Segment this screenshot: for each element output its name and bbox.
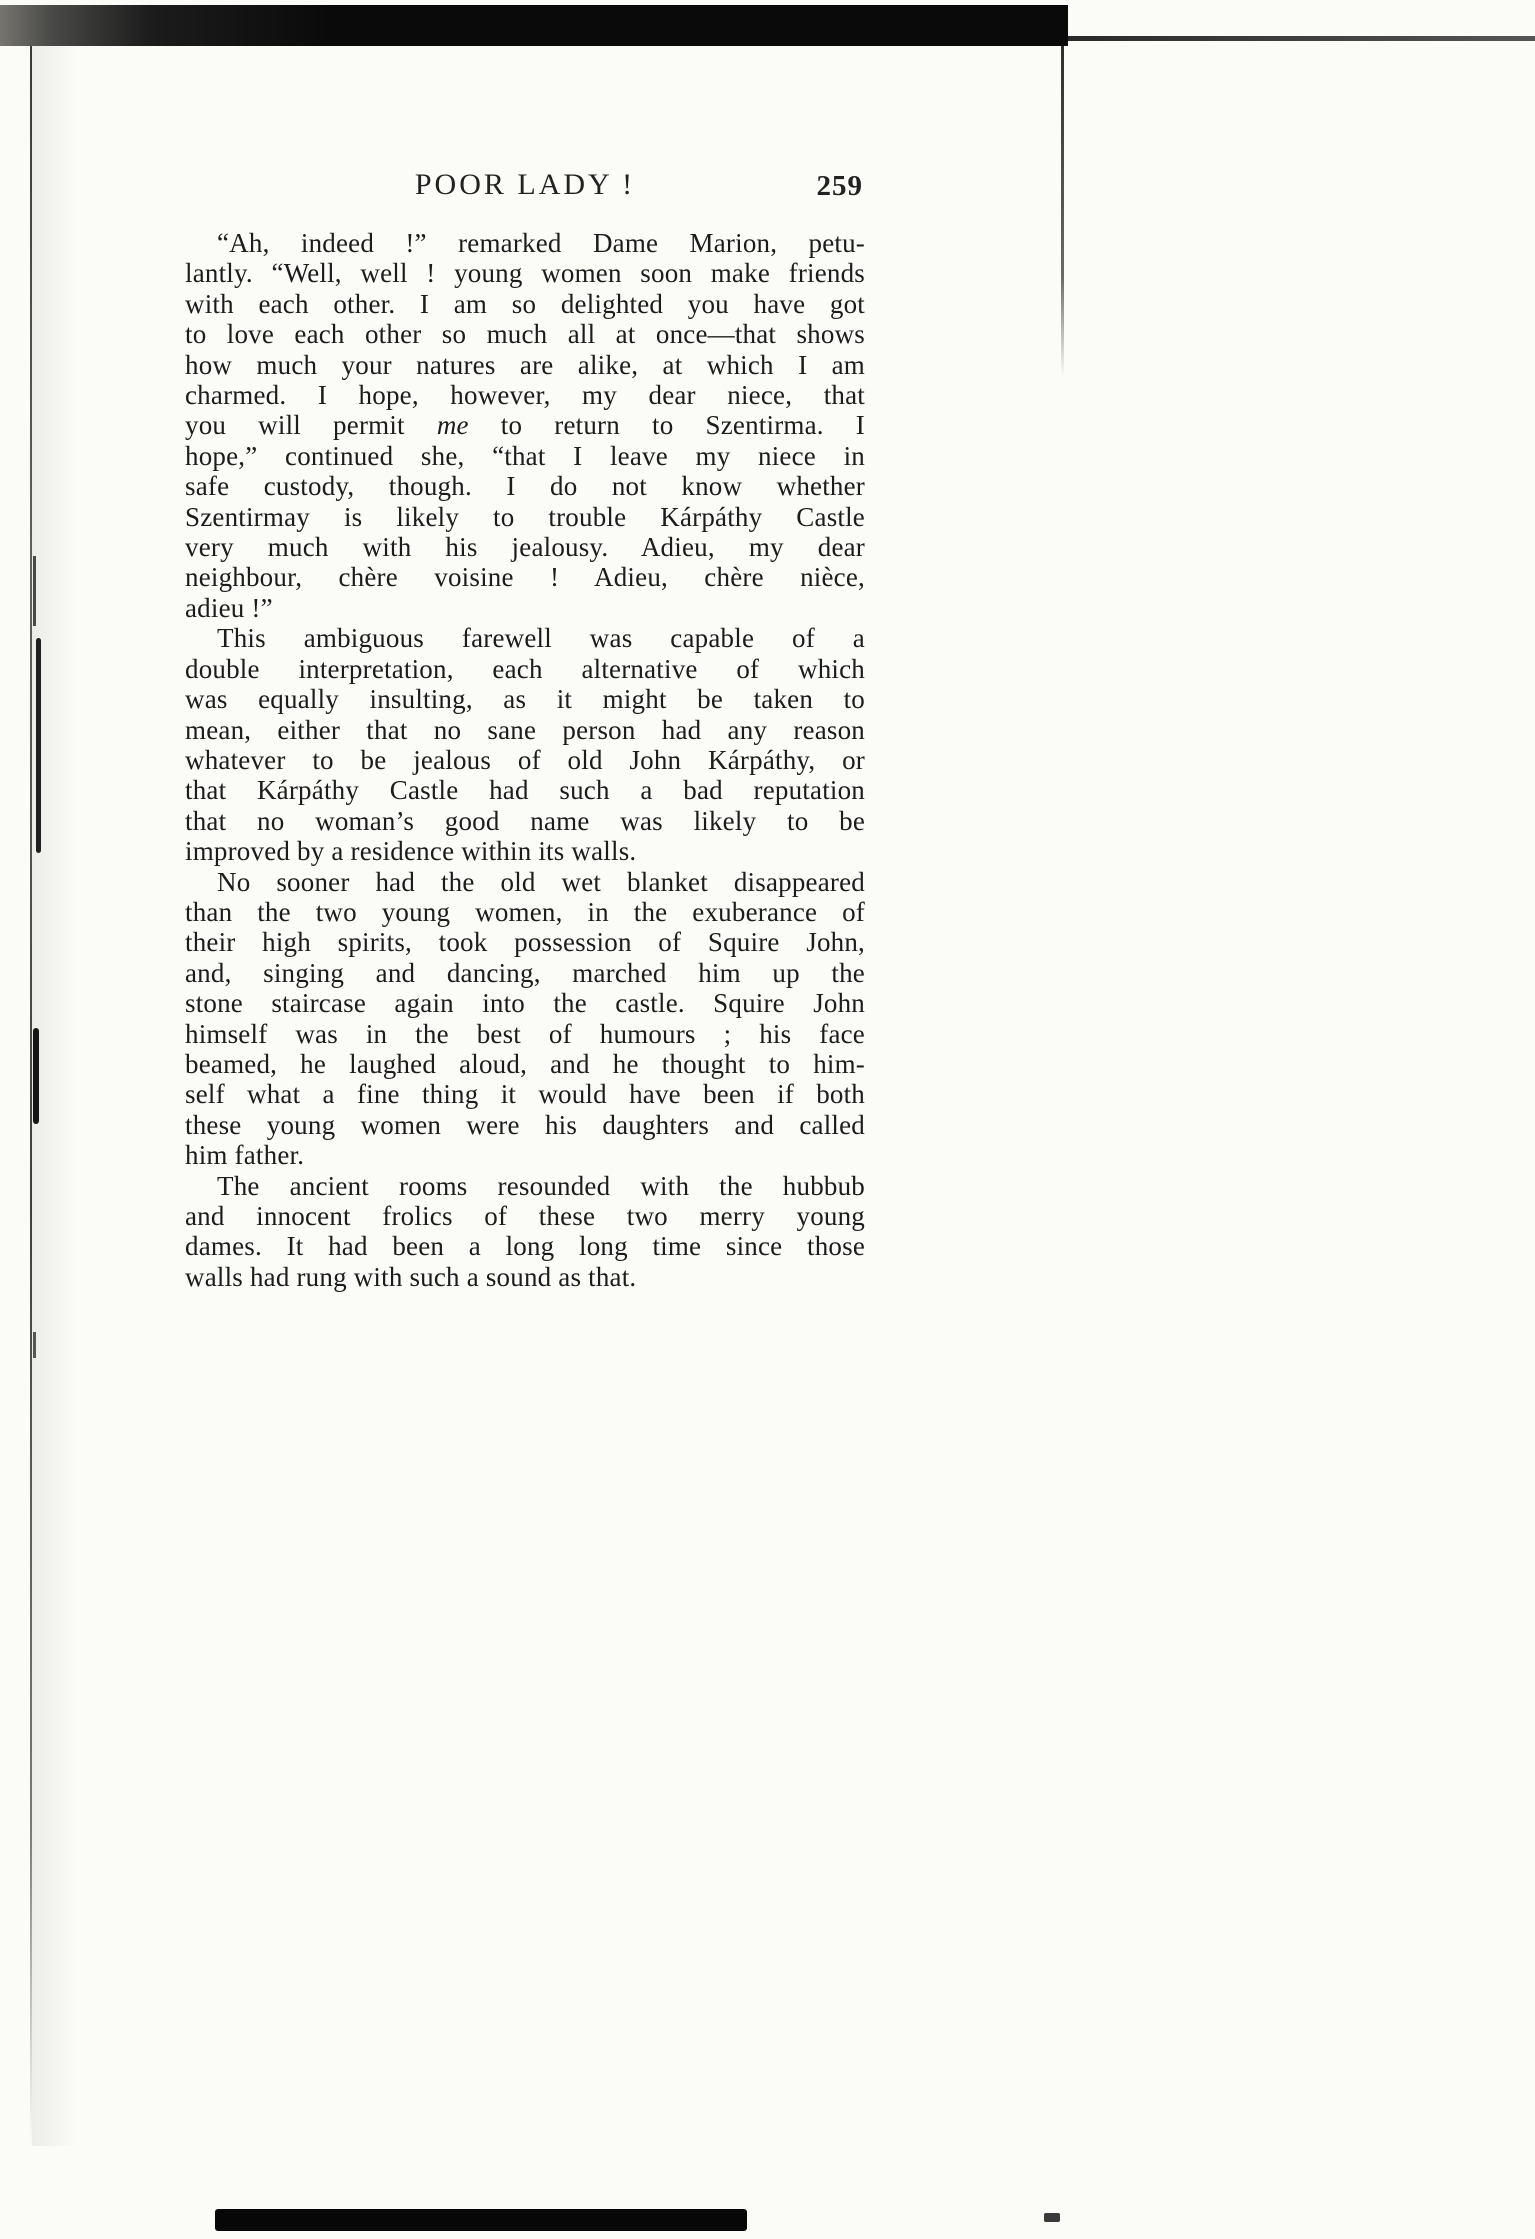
text-line [185, 654, 865, 684]
text-run: whatever to be jealous of old John Kárpáthy, or [185, 744, 865, 775]
text-line [185, 1231, 865, 1261]
text-run: walls had rung with such a sound as that. [185, 1261, 637, 1292]
text-run: stone staircase again into the castle. Squire John [185, 988, 865, 1019]
text-line [185, 745, 865, 775]
text-line [185, 806, 865, 836]
page-number: 259 [816, 170, 863, 202]
scan-bottom-bar [215, 2209, 747, 2231]
scan-top-bar-right [1068, 36, 1535, 41]
text-run: dames. It had been a long long time since those [185, 1231, 865, 1262]
text-run: improved by a residence within its walls. [185, 836, 637, 867]
text-line [185, 897, 865, 927]
text-line [185, 471, 865, 501]
text-line [185, 1079, 865, 1109]
text-line [185, 441, 865, 471]
text-line [185, 715, 865, 745]
text-run: than the two young women, in the exuberance of [185, 896, 865, 927]
text-line [185, 775, 865, 805]
scan-ink-mark [33, 556, 36, 626]
text-run: was equally insulting, as it might be taken to [185, 684, 865, 715]
paragraph [185, 867, 865, 1171]
text-run: The ancient rooms resounded with the hubbub [217, 1170, 865, 1201]
text-run: hope,” continued she, “that I leave my niece in [185, 440, 865, 471]
text-line [185, 532, 865, 562]
text-run: these young women were his daughters and called [185, 1109, 865, 1140]
text-run: with each other. I am so delighted you have got [185, 288, 865, 319]
text-block [185, 228, 865, 1292]
text-run: “Ah, indeed !” remarked Dame Marion, petu- [217, 228, 865, 258]
text-run: safe custody, though. I do not know whether [185, 471, 865, 502]
text-line [185, 1049, 865, 1079]
text-run: you will permit [185, 410, 437, 441]
scan-bottom-speck [1044, 2213, 1060, 2222]
text-run: This ambiguous farewell was capable of a [217, 623, 865, 654]
text-run: charmed. I hope, however, my dear niece, that [185, 380, 865, 411]
text-run: self what a fine thing it would have been if both [185, 1079, 865, 1110]
scan-ink-mark [33, 1028, 39, 1124]
page-title: POOR LADY ! [414, 168, 636, 201]
text-run: double interpretation, each alternative of which [185, 653, 865, 684]
text-line [185, 1201, 865, 1231]
running-head [185, 168, 865, 208]
text-run: that no woman’s good name was likely to be [185, 805, 865, 836]
paragraph [185, 228, 865, 623]
text-line [185, 380, 865, 410]
scan-top-bar [0, 5, 1068, 46]
text-run: adieu !” [185, 592, 273, 623]
text-line [185, 684, 865, 714]
text-run: neighbour, chère voisine ! Adieu, chère nièce, [185, 562, 865, 593]
text-line [185, 350, 865, 380]
text-line [185, 1140, 865, 1170]
scan-ink-mark [33, 1332, 36, 1358]
text-line [185, 562, 865, 592]
text-run: to return to Szentirma. I [468, 410, 865, 441]
text-run: and, singing and dancing, marched him up the [185, 957, 865, 988]
paragraph [185, 623, 865, 866]
text-line [185, 258, 865, 288]
text-line [185, 1171, 865, 1201]
italic-text-run: me [436, 410, 469, 441]
text-line [185, 410, 865, 440]
text-run: him father. [185, 1140, 305, 1171]
text-run: and innocent frolics of these two merry young [185, 1201, 865, 1231]
text-line [185, 958, 865, 988]
text-run: how much your natures are alike, at which I am [185, 349, 865, 380]
text-line [185, 593, 865, 623]
text-run: No sooner had the old wet blanket disappeared [217, 866, 865, 897]
text-line [185, 867, 865, 897]
text-run: himself was in the best of humours ; his face [185, 1018, 865, 1049]
text-line [185, 502, 865, 532]
text-line [185, 1110, 865, 1140]
scan-right-edge-rule [1061, 46, 1064, 376]
text-line [185, 319, 865, 349]
text-run: lantly. “Well, well ! young women soon make friends [185, 258, 865, 289]
text-line [185, 623, 865, 653]
text-line [185, 228, 865, 258]
text-line [185, 289, 865, 319]
text-run: that Kárpáthy Castle had such a bad reputation [185, 775, 865, 806]
text-run: their high spirits, took possession of Squire John, [185, 927, 865, 958]
text-line [185, 927, 865, 957]
text-run: beamed, he laughed aloud, and he thought to him- [185, 1048, 865, 1079]
text-run: Szentirmay is likely to trouble Kárpáthy Castle [185, 501, 865, 532]
text-run: very much with his jealousy. Adieu, my dear [185, 532, 865, 563]
scan-ink-mark [36, 638, 41, 853]
text-line [185, 988, 865, 1018]
text-run: mean, either that no sane person had any reason [185, 714, 865, 745]
text-run: to love each other so much all at once—that shows [185, 319, 865, 350]
text-line [185, 1019, 865, 1049]
text-line [185, 1262, 865, 1292]
paragraph [185, 1171, 865, 1293]
text-line [185, 836, 865, 866]
